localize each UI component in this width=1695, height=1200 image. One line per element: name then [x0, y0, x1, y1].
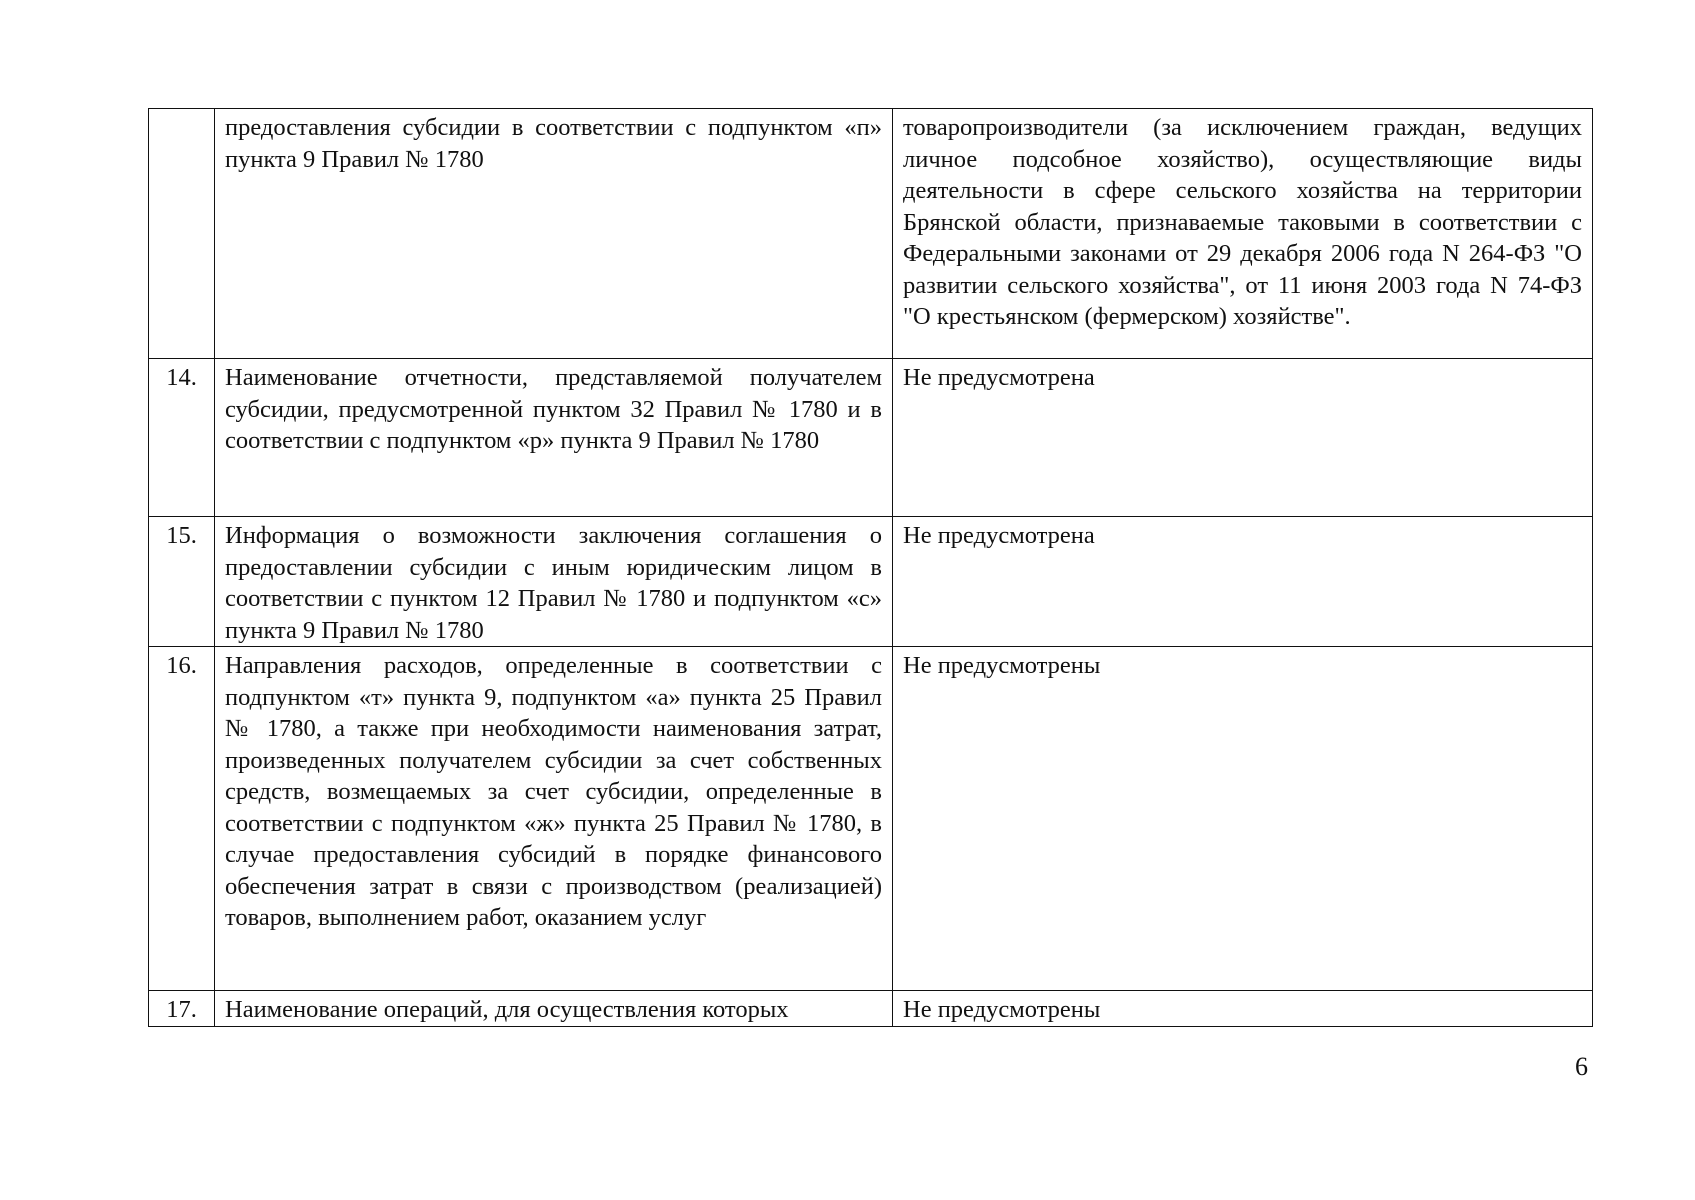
row-number: 14.: [149, 359, 215, 517]
row-description: Наименование операций, для осуществления которых: [215, 991, 893, 1027]
subsidy-table: [148, 108, 1593, 1027]
row-description: Информация о возможности заключения соглашения о предоставлении субсидии с иным юридическим лицом в соответствии с пунктом 12 Правил № 1780 и подпунктом «с» пункта 9 Правил № 1780: [215, 517, 893, 647]
row-value: Не предусмотрены: [893, 647, 1593, 991]
table-row: [149, 109, 1593, 359]
table-row: [149, 517, 1593, 647]
table-row: [149, 991, 1593, 1027]
table-row: [149, 359, 1593, 517]
row-value: товаропроизводители (за исключением граждан, ведущих личное подсобное хозяйство), осуществляющие виды деятельности в сфере сельского хозяйства на территории Брянской области, признаваемые таковыми в соответствии с Федеральными законами от 29 декабря 2006 года N 264-ФЗ "О развитии сельского хозяйства", от 11 июня 2003 года N 74-ФЗ "О крестьянском (фермерском) хозяйстве".: [893, 109, 1593, 359]
table-row: [149, 647, 1593, 991]
row-description: Направления расходов, определенные в соответствии с подпунктом «т» пункта 9, подпунктом «а» пункта 25 Правил № 1780, а также при необходимости наименования затрат, произведенных получателем субсидии за счет собственных средств, возмещаемых за счет субсидии, определенные в соответствии с подпунктом «ж» пункта 25 Правил № 1780, в случае предоставления субсидий в порядке финансового обеспечения затрат в связи с производством (реализацией) товаров, выполнением работ, оказанием услуг: [215, 647, 893, 991]
row-value: Не предусмотрены: [893, 991, 1593, 1027]
row-number: 16.: [149, 647, 215, 991]
row-value: Не предусмотрена: [893, 517, 1593, 647]
row-number: 17.: [149, 991, 215, 1027]
page-number: 6: [1575, 1052, 1588, 1081]
row-description: предоставления субсидии в соответствии с подпунктом «п» пункта 9 Правил № 1780: [215, 109, 893, 359]
row-number: [149, 109, 215, 359]
row-number: 15.: [149, 517, 215, 647]
row-description: Наименование отчетности, представляемой получателем субсидии, предусмотренной пунктом 32 Правил № 1780 и в соответствии с подпунктом «р» пункта 9 Правил № 1780: [215, 359, 893, 517]
row-value: Не предусмотрена: [893, 359, 1593, 517]
